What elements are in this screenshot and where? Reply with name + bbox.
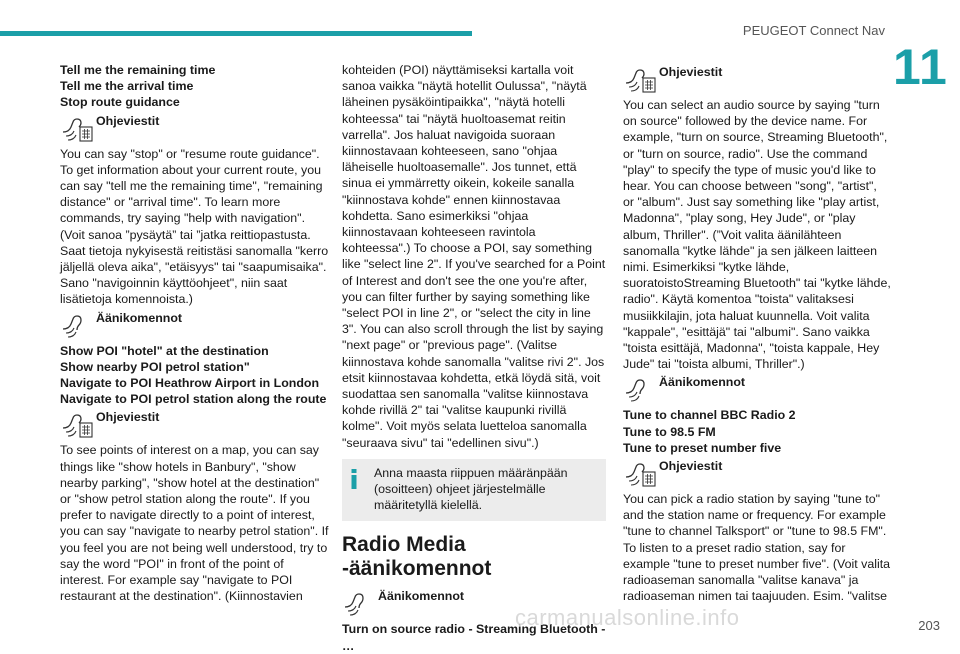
- command-line: Tune to preset number five: [623, 440, 782, 455]
- guidance-label: Ohjeviestit: [659, 65, 723, 79]
- section-title: Radio Media -äänikomennot: [342, 533, 492, 581]
- guidance-text: You can say "stop" or "resume route guidance". To get information about your current route, you can say "tell me the remaining time", "remaining distance" or "arrival time". To learn more commands, try saying "help with navigation". (Voit sanoa ”pysäytä” tai ”jatka reittiopastusta. Saat tietoja nykyisestä reitistäsi sanomalla "kerro jäljellä oleva aika", "etäisyys" tai "saapumisaika". Sano "navigoinnin käyttöohjeet", niin saat lisätietoja komennoista.): [60, 146, 329, 307]
- watermark: carmanualsonline.info: [515, 605, 740, 630]
- voice-command-icon: [60, 309, 94, 341]
- guidance-label: Ohjeviestit: [96, 113, 160, 128]
- column-left: [60, 62, 330, 604]
- header-accent-bar: [0, 31, 472, 36]
- guidance-text: You can pick a radio station by saying "tune to" and the station name or frequency. For example "tune to channel Talksport" or "tune to 98.5 FM". To listen to a preset radio station, say for example "tune to preset number five". (Voit valita radioaseman sanomalla "valitse kanava" ja radioaseman nimen tai taajuuden. Esim. "valitse: [623, 492, 891, 604]
- command-line: Navigate to POI petrol station along the route: [60, 392, 327, 407]
- command-line: Show POI "hotel" at the destination: [60, 343, 269, 358]
- voice-guidance-icon: [60, 408, 94, 440]
- info-note-text: Anna maasta riippuen määränpään (osoitteen) ohjeet järjestelmälle määritetyllä kielellä.: [374, 465, 568, 513]
- voice-commands-label: Äänikomennot: [378, 589, 465, 604]
- header-title: PEUGEOT Connect Nav: [742, 23, 885, 38]
- chapter-number: 11: [893, 39, 948, 95]
- voice-commands-label: Äänikomennot: [96, 310, 183, 325]
- guidance-label: Ohjeviestit: [659, 459, 723, 474]
- command-line: Show nearby POI petrol station": [60, 359, 250, 374]
- guidance-label: Ohjeviestit: [96, 410, 160, 425]
- command-line: Tell me the arrival time: [60, 79, 194, 94]
- voice-commands-heading: [60, 309, 330, 341]
- voice-guidance-icon: [623, 457, 657, 489]
- command-line: Tell me the remaining time: [60, 63, 216, 77]
- guidance-text: You can select an audio source by saying "turn on source" followed by the device name. For example, "turn on source, Streaming Bluetooth", or "turn on source, radio". Use the command "play" to specify the type of music you'd like to hear. You can choose between "song", "artist", or "album". Just say something like "play artist, Madonna", "play song, Hey Jude", or "play album, Thriller". (”Voit valita äänilähteen sanomalla "kytke lähde" ja sen jälkeen laitteen nimi. Esimerkiksi "kytke lähde, suoratoistoStreaming Bluetooth" tai "kytke lähde, radio". Käytä komentoa "toista" valitaksesi musiikkilajin, jota haluat kuunnella. Voit valita "kappale", "esittäjä" tai "albumi". Sano vaikka "toista esittäjä, Madonna", "toista kappale, Hey Jude" tai "toista albumi, Thriller".): [623, 98, 891, 372]
- voice-commands-label: Äänikomennot: [659, 375, 746, 390]
- command-line: Tune to 98.5 FM: [623, 424, 716, 439]
- guidance-heading: [60, 112, 330, 144]
- command-line: Tune to channel BBC Radio 2: [623, 408, 796, 423]
- body-text: kohteiden (POI) näyttämiseksi kartalla voit sanoa vaikka "näytä hotellit Oulussa", "näytä läheinen pysäköintipaikka", "näytä hotelli kohteessa" tai "näytä huoltoasemat reitin varrella". Jos haluat navigoida suoraan kiinnostavaan kohteeseen, sano "ohjaa läheiselle huoltoasemalle". Jos tunnet, että sinua ei ymmärretty oikein, kokeile sanalla "kiinnostava kohde" ennen kiinnostavaa kohdetta. Sano esimerkiksi "ohjaa kiinnostavaan kohteeseen ravintola kohteessa".) To choose a POI, say something like "select line 2". If you've searched for a Point of Interest and don't see the one you're after, you can filter further by saying something like "select POI in line 2", or "select the city in line 3". You can also scroll through the list by saying "next page" or "previous page". (Valitse kiinnostava kohde sanomalla "valitse rivi 2". Jos etsit kiinnostavaa kohdetta, etkä löydä sitä, voit suodattaa sen sanomalla "valitse kiinnostava kohde rivillä 2" tai "valitse kaupunki rivillä kolme". Voit myös selata luetteloa sanomalla "seuraava sivu" tai "edellinen sivu".): [342, 63, 606, 450]
- column-right: [623, 62, 891, 604]
- info-note: [342, 459, 606, 522]
- guidance-heading: [623, 63, 891, 95]
- page-number: 203: [918, 618, 940, 633]
- voice-command-icon: [623, 373, 657, 405]
- column-middle: [342, 62, 606, 654]
- command-line: Turn on source radio - Streaming Bluetooth - …: [342, 622, 606, 653]
- guidance-heading: [623, 457, 891, 489]
- command-line: Stop route guidance: [60, 95, 180, 110]
- voice-command-icon: [342, 587, 376, 619]
- info-icon: [350, 469, 358, 489]
- voice-guidance-icon: [60, 112, 94, 144]
- command-line: Navigate to POI Heathrow Airport in London: [60, 376, 320, 391]
- guidance-text: To see points of interest on a map, you can say things like "show hotels in Banbury", "show nearby parking", "show hotel at the destination" or "show petrol station along the route". If you prefer to navigate directly to a point of interest, you can say "navigate to nearby petrol station". If you feel you are not being well understood, try to say the word "POI" in front of the point of interest. For example say "navigate to POI restaurant at the destination". (Kiinnostavien: [60, 443, 329, 604]
- guidance-heading: [60, 408, 330, 440]
- voice-commands-heading: [623, 373, 891, 405]
- voice-guidance-icon: [623, 63, 657, 95]
